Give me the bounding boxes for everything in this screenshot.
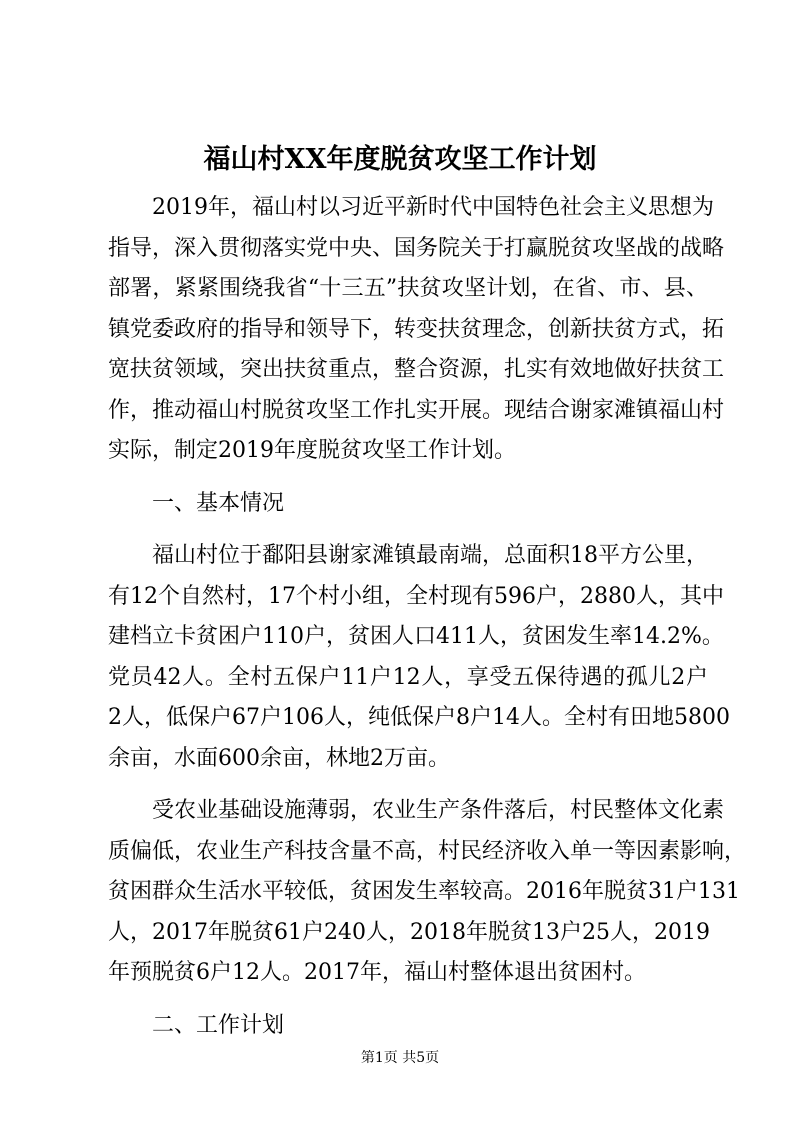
section-heading: 二、工作计划	[152, 1012, 285, 1038]
text-line: 2019年，福山村以习近平新时代中国特色社会主义思想为	[152, 195, 714, 220]
text-line: 指导，深入贯彻落实党中央、国务院关于打赢脱贫攻坚战的战略	[108, 235, 725, 261]
text-line: 人，2017年脱贫61户240人，2018年脱贫13户25人，2019	[108, 919, 710, 945]
document-body	[108, 188, 747, 1046]
text-line: 作，推动福山村脱贫攻坚工作扎实开展。现结合谢家滩镇福山村	[108, 397, 725, 423]
poverty-status-paragraph	[108, 791, 747, 994]
text-line: 实际，制定2019年度脱贫攻坚工作计划。	[108, 438, 516, 463]
text-line: 有12个自然村，17个村小组，全村现有596户，2880人，其中	[108, 583, 724, 609]
section-heading-basic-info	[108, 484, 708, 525]
text-line: 2人，低保户67户106人，纯低保户8户14人。全村有田地5800	[108, 705, 730, 730]
section-heading-work-plan	[108, 1006, 708, 1047]
text-line: 年预脱贫6户12人。2017年，福山村整体退出贫困村。	[108, 960, 646, 985]
text-line: 福山村位于鄱阳县谢家滩镇最南端，总面积18平方公里，	[152, 543, 708, 568]
text-line: 镇党委政府的指导和领导下，转变扶贫理念，创新扶贫方式，拓	[108, 316, 725, 342]
text-line: 建档立卡贫困户110户，贫困人口411人，贫困发生率14.2%。	[108, 624, 724, 649]
page-title: 福山村XX年度脱贫攻坚工作计划	[203, 144, 597, 175]
basic-info-paragraph	[108, 536, 730, 779]
text-line: 受农业基础设施薄弱，农业生产条件落后，村民整体文化素	[152, 798, 725, 823]
section-heading: 一、基本情况	[152, 490, 285, 516]
text-line: 质偏低，农业生产科技含量不高，村民经济收入单一等因素影响，	[108, 838, 747, 864]
text-line: 贫困群众生活水平较低，贫困发生率较高。2016年脱贫31户131	[108, 879, 740, 904]
text-line: 余亩，水面600余亩，林地2万亩。	[108, 745, 450, 771]
text-line: 部署，紧紧围绕我省“十三五”扶贫攻坚计划，在省、市、县、	[108, 276, 708, 301]
page-footer: 第1页 共5页	[360, 1050, 440, 1066]
text-line: 党员42人。全村五保户11户12人，享受五保待遇的孤儿2户	[108, 664, 708, 690]
intro-paragraph	[108, 188, 725, 472]
text-line: 宽扶贫领域，突出扶贫重点，整合资源，扎实有效地做好扶贫工	[108, 357, 725, 382]
